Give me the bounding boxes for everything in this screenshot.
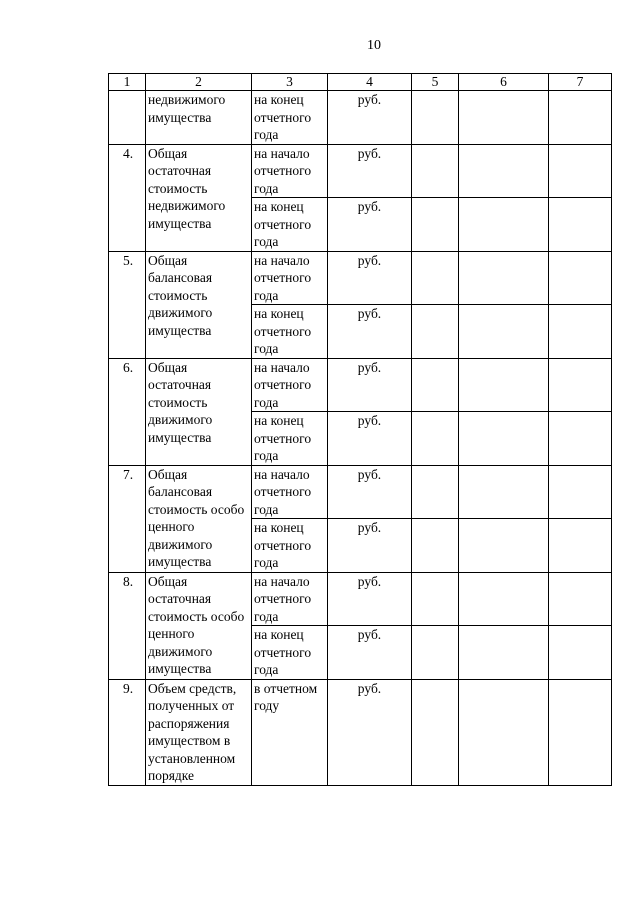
value-cell — [549, 91, 612, 145]
table-row — [109, 358, 612, 412]
value-cell — [549, 144, 612, 198]
unit-cell: руб. — [328, 412, 412, 466]
unit-cell: руб. — [328, 144, 412, 198]
indicator-name: Общая остаточная стоимость особо ценного движимого имущества — [146, 572, 252, 679]
unit-cell: руб. — [328, 358, 412, 412]
table-row — [109, 91, 612, 145]
unit-cell: руб. — [328, 91, 412, 145]
table-row — [109, 679, 612, 785]
value-cell — [412, 412, 459, 466]
unit-cell: руб. — [328, 519, 412, 573]
period-cell: на начало отчетного года — [252, 572, 328, 626]
value-cell — [412, 251, 459, 305]
period-cell: на начало отчетного года — [252, 251, 328, 305]
column-header-1: 1 — [109, 74, 146, 91]
value-cell — [459, 679, 549, 785]
value-cell — [459, 144, 549, 198]
value-cell — [459, 91, 549, 145]
table-header-row — [109, 74, 612, 91]
period-cell: на конец отчетного года — [252, 305, 328, 359]
value-cell — [412, 358, 459, 412]
value-cell — [549, 198, 612, 252]
unit-cell: руб. — [328, 198, 412, 252]
property-report-table — [108, 73, 612, 786]
value-cell — [412, 679, 459, 785]
value-cell — [412, 144, 459, 198]
value-cell — [459, 358, 549, 412]
row-number: 7. — [109, 465, 146, 572]
period-cell: на конец отчетного года — [252, 519, 328, 573]
value-cell — [549, 305, 612, 359]
unit-cell: руб. — [328, 465, 412, 519]
unit-cell: руб. — [328, 626, 412, 680]
unit-cell: руб. — [328, 251, 412, 305]
column-header-5: 5 — [412, 74, 459, 91]
value-cell — [459, 412, 549, 466]
value-cell — [549, 572, 612, 626]
indicator-name: Общая остаточная стоимость недвижимого имущества — [146, 144, 252, 251]
row-number: 9. — [109, 679, 146, 785]
period-cell: на начало отчетного года — [252, 144, 328, 198]
column-header-4: 4 — [328, 74, 412, 91]
unit-cell: руб. — [328, 305, 412, 359]
period-cell: на начало отчетного года — [252, 465, 328, 519]
period-cell: на начало отчетного года — [252, 358, 328, 412]
row-number: 8. — [109, 572, 146, 679]
value-cell — [412, 572, 459, 626]
value-cell — [459, 465, 549, 519]
value-cell — [549, 626, 612, 680]
value-cell — [412, 519, 459, 573]
value-cell — [412, 198, 459, 252]
unit-cell: руб. — [328, 679, 412, 785]
table-row — [109, 144, 612, 198]
period-cell: на конец отчетного года — [252, 626, 328, 680]
value-cell — [549, 679, 612, 785]
column-header-6: 6 — [459, 74, 549, 91]
value-cell — [549, 412, 612, 466]
value-cell — [412, 305, 459, 359]
column-header-2: 2 — [146, 74, 252, 91]
value-cell — [412, 626, 459, 680]
period-cell: в отчетном году — [252, 679, 328, 785]
value-cell — [459, 572, 549, 626]
value-cell — [412, 465, 459, 519]
value-cell — [549, 358, 612, 412]
table-row — [109, 572, 612, 626]
period-cell: на конец отчетного года — [252, 412, 328, 466]
value-cell — [549, 465, 612, 519]
value-cell — [412, 91, 459, 145]
value-cell — [459, 519, 549, 573]
period-cell: на конец отчетного года — [252, 198, 328, 252]
row-number — [109, 91, 146, 145]
indicator-name: Общая балансовая стоимость движимого имущества — [146, 251, 252, 358]
indicator-name: Объем средств, полученных от распоряжения имуществом в установленном порядке — [146, 679, 252, 785]
table-row — [109, 251, 612, 305]
row-number: 5. — [109, 251, 146, 358]
row-number: 6. — [109, 358, 146, 465]
indicator-name: Общая остаточная стоимость движимого имущества — [146, 358, 252, 465]
value-cell — [459, 305, 549, 359]
value-cell — [459, 626, 549, 680]
column-header-7: 7 — [549, 74, 612, 91]
table-row — [109, 465, 612, 519]
value-cell — [549, 251, 612, 305]
indicator-name: Общая балансовая стоимость особо ценного движимого имущества — [146, 465, 252, 572]
value-cell — [459, 198, 549, 252]
column-header-3: 3 — [252, 74, 328, 91]
page-number: 10 — [367, 38, 381, 53]
period-cell: на конец отчетного года — [252, 91, 328, 145]
value-cell — [459, 251, 549, 305]
indicator-name: недвижимого имущества — [146, 91, 252, 145]
unit-cell: руб. — [328, 572, 412, 626]
value-cell — [549, 519, 612, 573]
row-number: 4. — [109, 144, 146, 251]
